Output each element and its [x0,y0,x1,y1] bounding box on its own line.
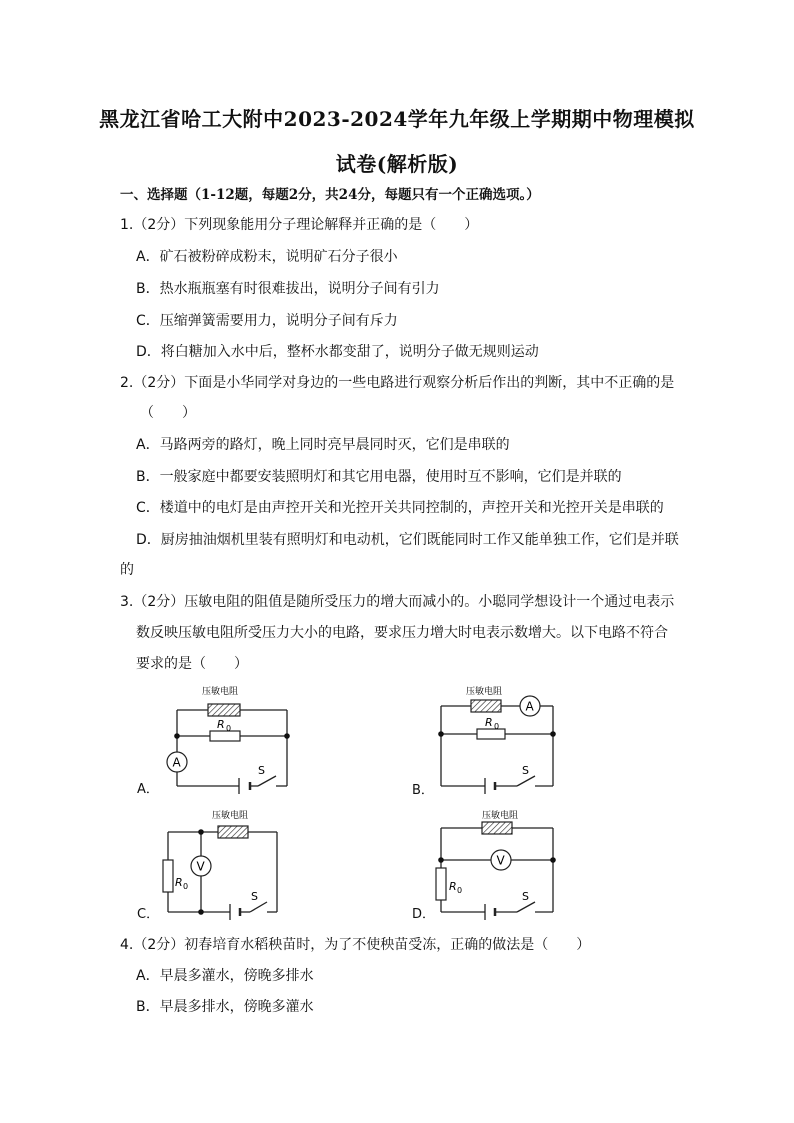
svg-text:压敏电阻: 压敏电阻 [482,811,519,821]
doc-title-line1: 黑龙江省哈工大附中2023-2024学年九年级上学期期中物理模拟 [99,107,695,131]
q2-option-d-cont: 的 [120,562,134,578]
q1-option-b: B．热水瓶瓶塞有时很难拔出，说明分子间有引力 [136,281,440,297]
svg-text:R: R [485,716,493,729]
circuit-b-label: B． [412,783,434,798]
svg-text:0: 0 [457,886,463,895]
q3-stem-line2: 数反映压敏电阻所受压力大小的电路，要求压力增大时电表示数增大。以下电路不符合 [136,625,668,641]
circuit-c-diagram [155,806,295,921]
circuit-d-diagram [425,806,570,921]
q3-stem-line1: 3.（2分）压敏电阻的阻值是随所受压力的增大而减小的。小聪同学想设计一个通过电表示 [120,594,675,610]
circuit-c-label: C． [137,907,160,922]
svg-text:R: R [175,876,183,889]
q2-option-a: A．马路两旁的路灯，晚上同时亮早晨同时灭，它们是串联的 [136,437,510,453]
svg-text:R: R [449,880,457,893]
q2-stem: 2.（2分）下面是小华同学对身边的一些电路进行观察分析后作出的判断，其中不正确的是 [120,375,675,391]
r0-resistor [210,731,240,741]
svg-text:V: V [196,859,205,874]
svg-text:S: S [258,764,265,777]
circuit-d-label: D． [412,907,436,922]
circuit-a-diagram [155,682,305,794]
circuit-a-label: A． [137,782,159,797]
svg-text:V: V [496,853,505,868]
svg-text:S: S [251,890,258,903]
q1-option-c: C．压缩弹簧需要用力，说明分子间有斥力 [136,313,398,329]
q3-stem-line3: 要求的是（ ） [136,656,248,672]
svg-text:压敏电阻: 压敏电阻 [466,687,503,697]
svg-text:0: 0 [183,882,189,891]
q2-option-c: C．楼道中的电灯是由声控开关和光控开关共同控制的，声控开关和光控开关是串联的 [136,500,664,516]
svg-text:A: A [172,755,181,770]
q1-option-d: D．将白糖加入水中后，整杯水都变甜了，说明分子做无规则运动 [136,344,539,360]
svg-text:S: S [522,890,529,903]
svg-text:0: 0 [226,724,232,733]
circuit-b-diagram [425,682,575,794]
svg-text:0: 0 [494,722,500,731]
q1-stem: 1.（2分）下列现象能用分子理论解释并正确的是（ ） [120,217,479,233]
section-heading: 一、选择题（1-12题，每题2分，共24分，每题只有一个正确选项。） [120,187,540,203]
svg-text:压敏电阻: 压敏电阻 [212,811,249,821]
doc-title-line2: 试卷(解析版) [335,152,459,176]
q2-option-b: B．一般家庭中都要安装照明灯和其它用电器，使用时互不影响，它们是并联的 [136,469,622,485]
svg-text:R: R [217,718,225,731]
q4-stem: 4.（2分）初春培育水稻秧苗时，为了不使秧苗受冻，正确的做法是（ ） [120,937,591,953]
q2-option-d: D．厨房抽油烟机里装有照明灯和电动机，它们既能同时工作又能单独工作，它们是并联 [136,532,679,548]
q4-option-a: A．早晨多灌水，傍晚多排水 [136,968,314,984]
pressure-sensor-resistor [208,704,240,716]
q4-option-b: B．早晨多排水，傍晚多灌水 [136,999,314,1015]
svg-text:A: A [525,699,534,714]
svg-text:S: S [522,764,529,777]
q1-option-a: A．矿石被粉碎成粉末，说明矿石分子很小 [136,249,398,265]
pressure-sensor-label: 压敏电阻 [202,687,239,697]
q2-stem-cont: （ ） [140,405,196,421]
